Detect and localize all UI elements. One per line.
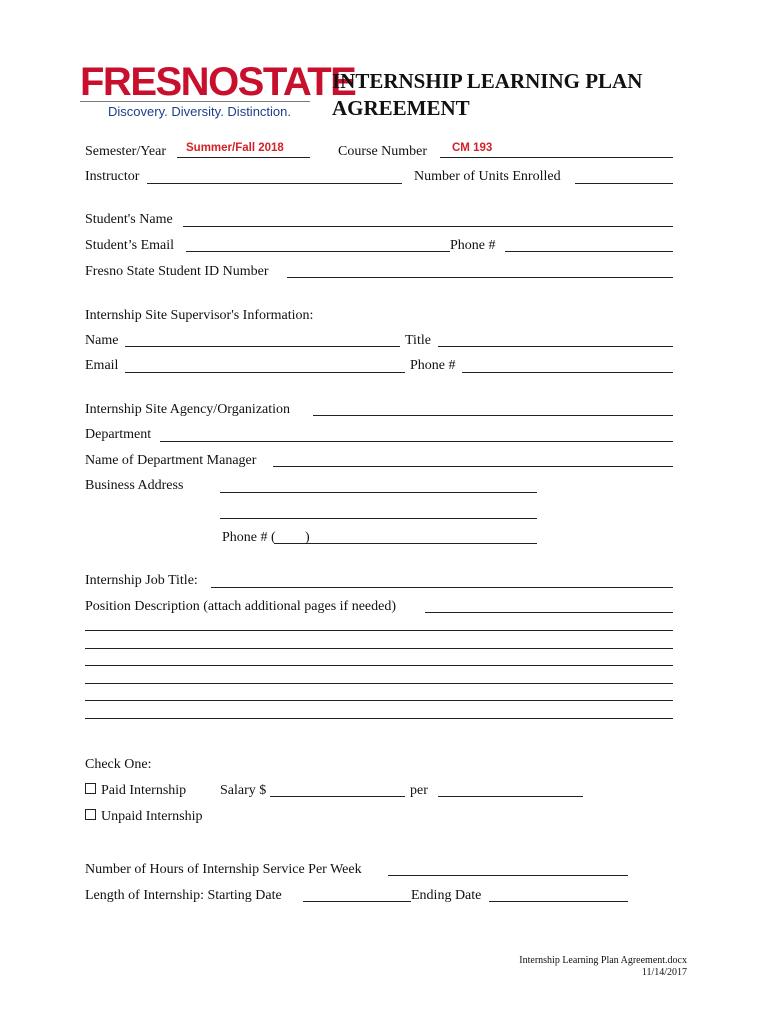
logo-tagline: Discovery. Diversity. Distinction. bbox=[108, 104, 291, 119]
per-label: per bbox=[410, 783, 428, 798]
supervisor-title-field[interactable] bbox=[438, 346, 673, 347]
footer bbox=[519, 955, 687, 979]
position-description-field[interactable] bbox=[425, 612, 673, 613]
supervisor-phone-field[interactable] bbox=[462, 372, 673, 373]
student-id-label: Fresno State Student ID Number bbox=[85, 264, 269, 279]
description-line[interactable] bbox=[85, 648, 673, 649]
instructor-label: Instructor bbox=[85, 169, 140, 184]
hours-field[interactable] bbox=[388, 875, 628, 876]
page-title: INTERNSHIP LEARNING PLAN AGREEMENT bbox=[332, 69, 643, 120]
address-line-1[interactable] bbox=[220, 492, 537, 493]
student-phone-field[interactable] bbox=[505, 251, 673, 252]
student-phone-label: Phone # bbox=[450, 238, 496, 253]
manager-label: Name of Department Manager bbox=[85, 453, 257, 468]
paid-checkbox[interactable] bbox=[85, 783, 96, 794]
units-field[interactable] bbox=[575, 183, 673, 184]
supervisor-name-label: Name bbox=[85, 333, 119, 348]
address-label: Business Address bbox=[85, 478, 184, 493]
ending-date-label: Ending Date bbox=[411, 888, 482, 903]
salary-label: Salary $ bbox=[220, 783, 267, 798]
footer-date: 11/14/2017 bbox=[641, 967, 687, 978]
supervisor-heading: Internship Site Supervisor's Information: bbox=[85, 308, 314, 323]
paid-label: Paid Internship bbox=[101, 783, 187, 798]
agency-phone-paren: ) bbox=[305, 530, 310, 545]
job-title-label: Internship Job Title: bbox=[85, 573, 198, 588]
description-line[interactable] bbox=[85, 665, 673, 666]
student-name-label: Student's Name bbox=[85, 212, 173, 227]
instructor-field[interactable] bbox=[147, 183, 402, 184]
footer-filename: Internship Learning Plan Agreement.docx bbox=[519, 955, 687, 966]
semester-value[interactable]: Summer/Fall 2018 bbox=[186, 142, 284, 154]
description-line[interactable] bbox=[85, 700, 673, 701]
supervisor-title-label: Title bbox=[405, 333, 431, 348]
unpaid-checkbox[interactable] bbox=[85, 809, 96, 820]
department-field[interactable] bbox=[160, 441, 673, 442]
supervisor-phone-label: Phone # bbox=[410, 358, 456, 373]
supervisor-email-field[interactable] bbox=[125, 372, 405, 373]
manager-field[interactable] bbox=[273, 466, 673, 467]
hours-label: Number of Hours of Internship Service Per Week bbox=[85, 862, 362, 877]
logo-wordmark: FRESNOSTATE bbox=[80, 60, 356, 104]
starting-date-label: Length of Internship: Starting Date bbox=[85, 888, 282, 903]
unpaid-label: Unpaid Internship bbox=[101, 809, 203, 824]
student-email-label: Student’s Email bbox=[85, 238, 175, 253]
job-title-field[interactable] bbox=[211, 587, 673, 588]
check-one-heading: Check One: bbox=[85, 757, 152, 772]
address-line-2[interactable] bbox=[220, 518, 537, 519]
agency-label: Internship Site Agency/Organization bbox=[85, 402, 291, 417]
supervisor-name-field[interactable] bbox=[125, 346, 400, 347]
student-name-field[interactable] bbox=[183, 226, 673, 227]
logo-divider bbox=[80, 101, 310, 102]
per-field[interactable] bbox=[438, 796, 583, 797]
description-line[interactable] bbox=[85, 683, 673, 684]
paid-option[interactable] bbox=[85, 783, 186, 799]
course-number-label: Course Number bbox=[338, 144, 428, 159]
agency-field[interactable] bbox=[313, 415, 673, 416]
student-id-field[interactable] bbox=[287, 277, 673, 278]
description-line[interactable] bbox=[85, 718, 673, 719]
course-number-field[interactable] bbox=[440, 157, 673, 158]
position-description-label: Position Description (attach additional pages if needed) bbox=[85, 599, 397, 614]
units-label: Number of Units Enrolled bbox=[414, 169, 561, 184]
ending-date-field[interactable] bbox=[489, 901, 628, 902]
description-line[interactable] bbox=[85, 630, 673, 631]
semester-label: Semester/Year bbox=[85, 144, 167, 159]
student-email-field[interactable] bbox=[186, 251, 450, 252]
unpaid-option[interactable] bbox=[85, 809, 202, 825]
course-number-value[interactable]: CM 193 bbox=[452, 142, 493, 154]
starting-date-field[interactable] bbox=[303, 901, 411, 902]
semester-field[interactable] bbox=[177, 157, 310, 158]
department-label: Department bbox=[85, 427, 152, 442]
agency-phone-label: Phone # ( bbox=[222, 530, 276, 545]
supervisor-email-label: Email bbox=[85, 358, 119, 373]
agency-phone-field[interactable] bbox=[274, 543, 537, 544]
salary-field[interactable] bbox=[270, 796, 405, 797]
